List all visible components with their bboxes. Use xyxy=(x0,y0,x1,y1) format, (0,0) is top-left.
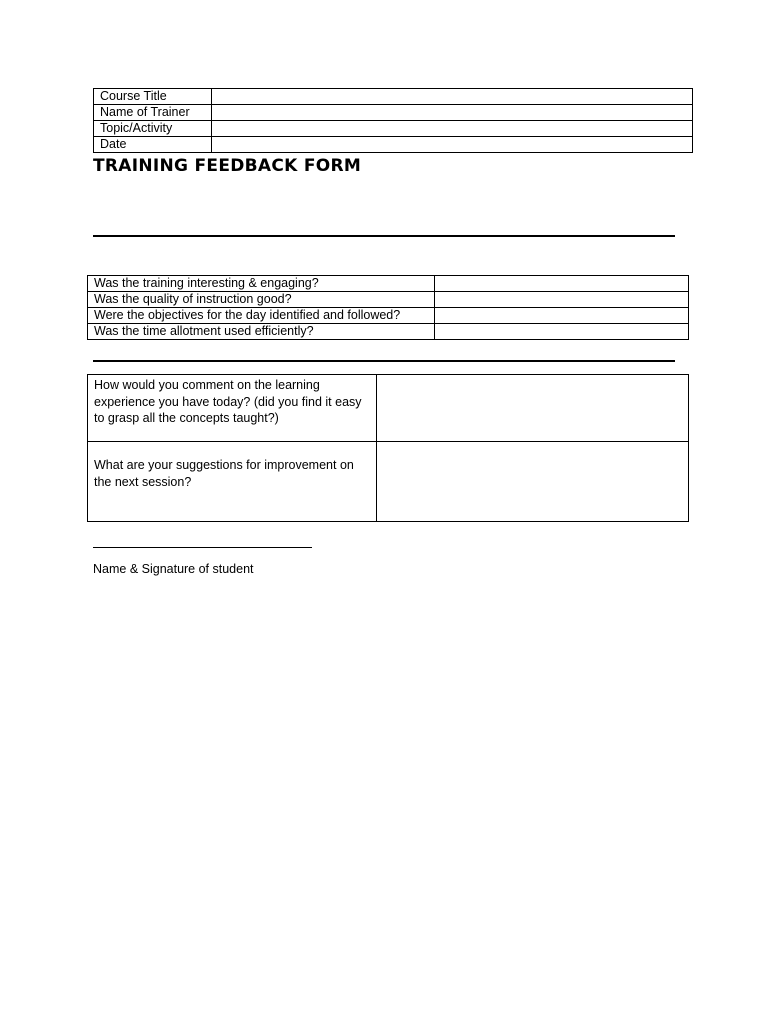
divider xyxy=(93,235,675,237)
question-label: Were the objectives for the day identified and followed? xyxy=(88,308,435,324)
page-title: TRAINING FEEDBACK FORM xyxy=(93,156,362,176)
answer-field[interactable] xyxy=(435,292,689,308)
table-row xyxy=(88,324,689,340)
question-label: Was the time allotment used efficiently? xyxy=(88,324,435,340)
course-info-table xyxy=(93,88,693,153)
learning-experience-answer-field[interactable] xyxy=(377,375,689,442)
table-row xyxy=(94,105,693,121)
table-row xyxy=(94,89,693,105)
date-field[interactable] xyxy=(212,137,693,153)
question-label: Was the quality of instruction good? xyxy=(88,292,435,308)
learning-experience-question: How would you comment on the learning experience you have today? (did you find it easy to grasp all the concepts taught?) xyxy=(88,375,377,442)
answer-field[interactable] xyxy=(435,324,689,340)
suggestions-question: What are your suggestions for improvement on the next session? xyxy=(88,442,377,522)
topic-activity-field[interactable] xyxy=(212,121,693,137)
trainer-name-field[interactable] xyxy=(212,105,693,121)
table-row xyxy=(88,308,689,324)
comments-table xyxy=(87,374,689,522)
signature-line[interactable] xyxy=(93,547,312,548)
trainer-name-label: Name of Trainer xyxy=(94,105,212,121)
suggestions-answer-field[interactable] xyxy=(377,442,689,522)
rating-questions-table xyxy=(87,275,689,340)
course-title-field[interactable] xyxy=(212,89,693,105)
table-row xyxy=(88,292,689,308)
question-label: Was the training interesting & engaging? xyxy=(88,276,435,292)
date-label: Date xyxy=(94,137,212,153)
table-row xyxy=(94,137,693,153)
topic-activity-label: Topic/Activity xyxy=(94,121,212,137)
signature-label: Name & Signature of student xyxy=(93,562,254,576)
answer-field[interactable] xyxy=(435,276,689,292)
answer-field[interactable] xyxy=(435,308,689,324)
table-row xyxy=(88,375,689,442)
table-row xyxy=(88,276,689,292)
table-row xyxy=(94,121,693,137)
table-row xyxy=(88,442,689,522)
course-title-label: Course Title xyxy=(94,89,212,105)
divider xyxy=(93,360,675,362)
